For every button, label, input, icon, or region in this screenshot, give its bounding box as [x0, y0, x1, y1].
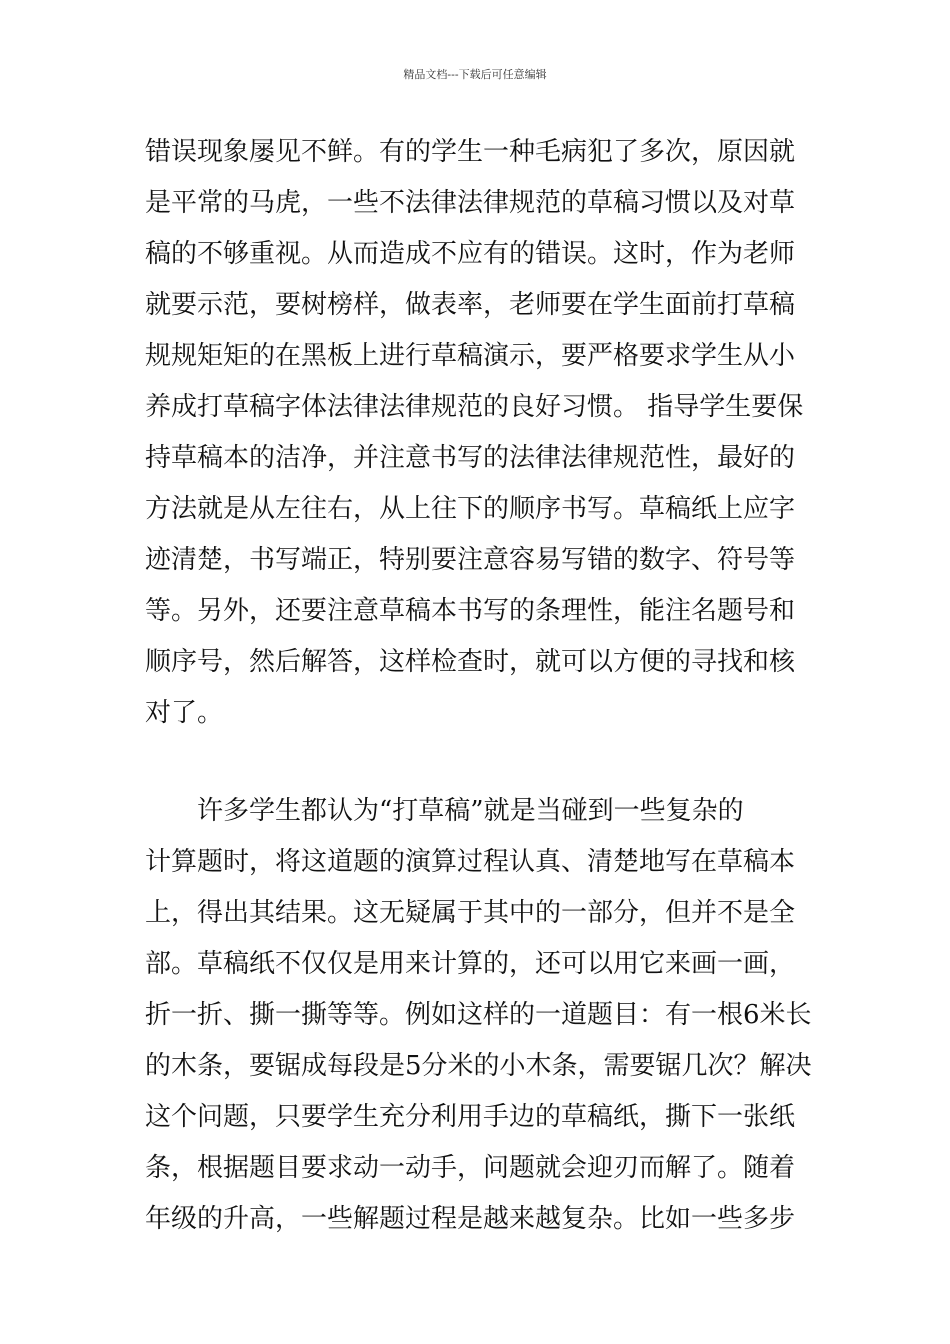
text-line: 折一折、撕一撕等等。例如这样的一道题目：有一根6米长 [145, 1000, 812, 1030]
text-line: 年级的升高，一些解题过程是越来越复杂。比如一些多步 [145, 1204, 796, 1234]
text-line: 条，根据题目要求动一动手，问题就会迎刃而解了。随着 [145, 1153, 796, 1183]
text-line: 规规矩矩的在黑板上进行草稿演示，要严格要求学生从小 [145, 341, 796, 371]
text-line: 许多学生都认为“打草稿”就是当碰到一些复杂的 [197, 796, 744, 826]
text-line: 持草稿本的洁净，并注意书写的法律法律规范性，最好的 [145, 443, 796, 473]
text-line: 上，得出其结果。这无疑属于其中的一部分，但并不是全 [145, 898, 796, 928]
text-line: 是平常的马虎，一些不法律法律规范的草稿习惯以及对草 [145, 188, 796, 218]
page-header: 精品文档---下载后可任意编辑 [403, 68, 547, 81]
text-line: 养成打草稿字体法律法律规范的良好习惯。 指导学生要保 [145, 392, 804, 422]
text-line: 错误现象屡见不鲜。有的学生一种毛病犯了多次，原因就 [145, 137, 796, 167]
text-line: 这个问题，只要学生充分利用手边的草稿纸，撕下一张纸 [145, 1102, 796, 1132]
text-line: 的木条，要锯成每段是5分米的小木条，需要锯几次？解决 [145, 1051, 812, 1081]
text-line: 就要示范，要树榜样，做表率，老师要在学生面前打草稿 [145, 290, 796, 320]
text-line: 方法就是从左往右，从上往下的顺序书写。草稿纸上应字 [145, 494, 796, 524]
text-line: 稿的不够重视。从而造成不应有的错误。这时，作为老师 [145, 239, 796, 269]
text-line: 部。草稿纸不仅仅是用来计算的，还可以用它来画一画， [145, 949, 796, 979]
text-line: 等。另外，还要注意草稿本书写的条理性，能注名题号和 [145, 596, 796, 626]
text-line: 顺序号，然后解答，这样检查时，就可以方便的寻找和核 [145, 647, 796, 677]
text-line: 计算题时，将这道题的演算过程认真、清楚地写在草稿本 [145, 847, 796, 877]
text-line: 对了。 [145, 698, 224, 728]
text-line: 迹清楚，书写端正，特别要注意容易写错的数字、符号等 [145, 545, 796, 575]
